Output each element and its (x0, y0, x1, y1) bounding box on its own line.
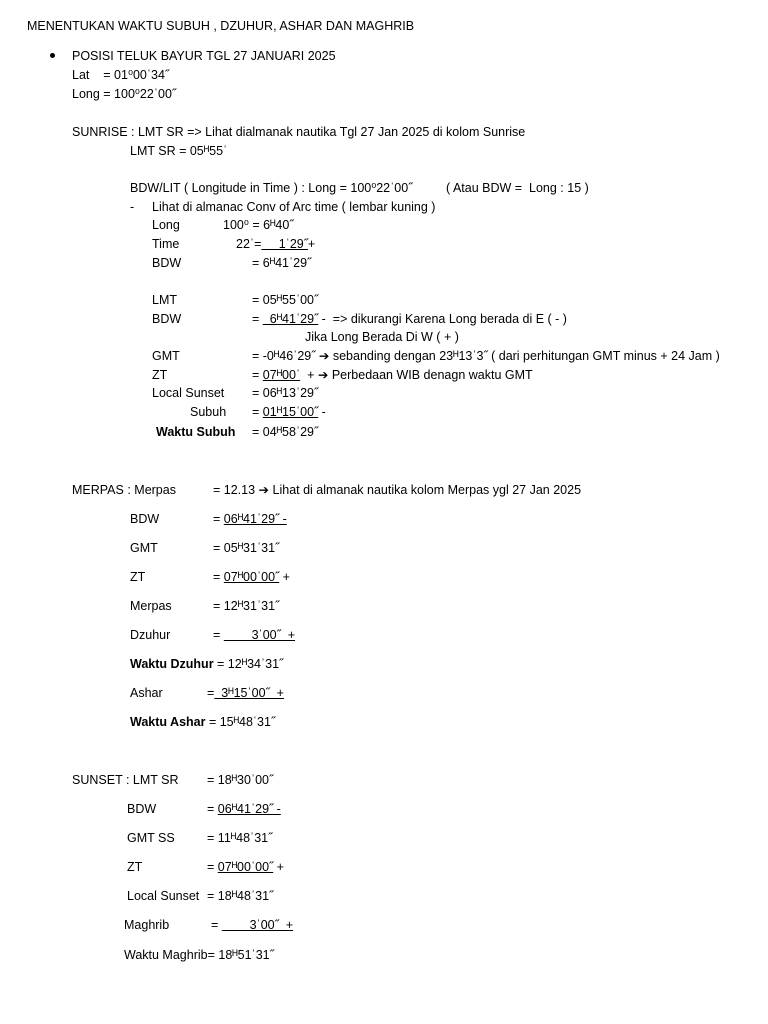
time-value-row (236, 236, 315, 252)
latitude: Lat = 01⁰00ˈ34˝ (72, 68, 170, 82)
merpas-label: MERPAS : Merpas (72, 483, 176, 497)
merpas-bdw-value: 06ᴴ41ˈ29˝ - (223, 512, 287, 526)
document-title: MENENTUKAN WAKTU SUBUH , DZUHUR, ASHAR DAN MAGHRIB (27, 19, 415, 33)
merpas-zt-suffix: + (279, 570, 290, 584)
sunset-zt-suffix: + (273, 860, 284, 874)
bdw-value: = 6ᴴ41ˈ29˝ (252, 256, 312, 270)
subuh-minus: - (318, 405, 326, 419)
dzuhur-row (213, 627, 295, 643)
waktu-subuh-label: Waktu Subuh (156, 425, 236, 439)
merpas-merpas-row (213, 598, 279, 614)
merpas-value: = 12.13 (213, 483, 256, 497)
bdw2-value: 6ᴴ41ˈ29˝ (262, 312, 319, 326)
subuh-label: Subuh (190, 405, 227, 419)
long-label: Long (152, 218, 180, 232)
maghrib-row (211, 917, 293, 933)
bdw-alternative: ( Atau BDW = Long : 15 ) (446, 181, 589, 195)
subuh-value: 01ᴴ15ˈ00˝ (262, 405, 319, 419)
merpas-merpas-value: 12ᴴ31ˈ31˝ (223, 599, 280, 613)
merpas-zt-value: 07ᴴ00ˈ00˝ (223, 570, 280, 584)
maghrib-eq: = (211, 918, 219, 932)
local-sunset-value: = 06ᴴ13ˈ29˝ (252, 386, 319, 400)
sunset-bdw-label: BDW (127, 802, 157, 816)
time-value: 1ˈ29˝ (261, 237, 308, 251)
arrow-right-icon: ➔ (317, 368, 329, 382)
zt-plus: + (300, 368, 315, 382)
sunset-local-label: Local Sunset (127, 889, 200, 903)
lmt-sr: LMT SR = 05ᴴ55ˈ (130, 144, 228, 158)
ashar-label: Ashar (130, 686, 163, 700)
sunset-gmt-value: 11ᴴ48ˈ31˝ (217, 831, 273, 845)
sunset-gmt-eq: = (207, 831, 215, 845)
gmt-label: GMT (152, 349, 180, 363)
merpas-zt-eq: = (213, 570, 221, 584)
sunset-value: = 18ᴴ30ˈ00˝ (207, 773, 274, 787)
sunset-gmt-label: GMT SS (127, 831, 175, 845)
ashar-row (207, 685, 284, 701)
sunrise-heading: SUNRISE : LMT SR => Lihat dialmanak nautika Tgl 27 Jan 2025 di kolom Sunrise (72, 125, 526, 139)
lmt-value: = 05ᴴ55ˈ00˝ (252, 293, 319, 307)
lmt-label: LMT (152, 293, 177, 307)
sunset-local-row (207, 888, 273, 904)
bdw-title: BDW/LIT ( Longitude in Time ) : Long = 100⁰22ˈ00˝ (130, 181, 413, 195)
merpas-note: Lihat di almanak nautika kolom Merpas ygl 27 Jan 2025 (272, 483, 582, 497)
waktu-dzuhur-label: Waktu Dzuhur (130, 657, 214, 671)
waktu-ashar-label: Waktu Ashar (130, 715, 206, 729)
time-label: Time (152, 237, 180, 251)
almanac-note: Lihat di almanac Conv of Arc time ( lembar kuning ) (152, 200, 436, 214)
arrow-right-icon: ➔ (318, 349, 330, 363)
waktu-ashar-row (130, 714, 275, 730)
bullet-icon (50, 53, 55, 58)
zt-value: 07ᴴ00ˈ (262, 368, 301, 382)
merpas-merpas-label: Merpas (130, 599, 172, 613)
dash-marker: - (130, 200, 135, 214)
merpas-gmt-label: GMT (130, 541, 158, 555)
sunset-zt-row (207, 859, 284, 875)
gmt-value: = -0ᴴ46ˈ29˝ (252, 349, 316, 363)
merpas-gmt-eq: = (213, 541, 221, 555)
dzuhur-value: 3ˈ00˝ + (223, 628, 296, 642)
sunset-gmt-row (207, 830, 272, 846)
merpas-bdw-label: BDW (130, 512, 160, 526)
waktu-dzuhur-row (130, 656, 283, 672)
merpas-bdw-row (213, 511, 287, 527)
waktu-ashar-value: = 15ᴴ48ˈ31˝ (205, 715, 276, 729)
waktu-dzuhur-value: = 12ᴴ34ˈ31˝ (213, 657, 284, 671)
ashar-value: 3ᴴ15ˈ00˝ + (214, 686, 284, 700)
bdw2-eq: = (252, 312, 260, 326)
local-sunset-label: Local Sunset (152, 386, 225, 400)
dzuhur-label: Dzuhur (130, 628, 171, 642)
zt-eq: = (252, 368, 260, 382)
time-prefix: 22ˈ= (236, 237, 262, 251)
waktu-subuh-value: = 04ᴴ58ˈ29˝ (252, 425, 319, 439)
sunset-bdw-value: 06ᴴ41ˈ29˝ - (217, 802, 281, 816)
merpas-zt-label: ZT (130, 570, 146, 584)
sunset-bdw-eq: = (207, 802, 215, 816)
merpas-row (213, 482, 581, 498)
longitude: Long = 100⁰22ˈ00˝ (72, 87, 177, 101)
bdw2-note2: Jika Long Berada Di W ( + ) (305, 330, 459, 344)
gmt-row (252, 348, 720, 364)
zt-label: ZT (152, 368, 168, 382)
merpas-zt-row (213, 569, 290, 585)
subuh-row (252, 404, 326, 420)
merpas-gmt-value: 05ᴴ31ˈ31˝ (223, 541, 280, 555)
sunset-bdw-row (207, 801, 281, 817)
maghrib-value: 3ˈ00˝ + (221, 918, 294, 932)
gmt-note: sebanding dengan 23ᴴ13ˈ3˝ ( dari perhitungan GMT minus + 24 Jam ) (332, 349, 720, 363)
time-suffix: + (307, 237, 316, 251)
position-heading: POSISI TELUK BAYUR TGL 27 JANUARI 2025 (72, 49, 336, 63)
zt-note: Perbedaan WIB denagn waktu GMT (331, 368, 533, 382)
waktu-maghrib: Waktu Maghrib= 18ᴴ51ˈ31˝ (124, 948, 274, 962)
sunset-local-value: 18ᴴ48ˈ31˝ (217, 889, 274, 903)
maghrib-label: Maghrib (124, 918, 170, 932)
subuh-eq: = (252, 405, 260, 419)
ashar-eq: = (207, 686, 215, 700)
arrow-right-icon: ➔ (258, 483, 270, 497)
long-value: 100⁰ = 6ᴴ40˝ (223, 218, 294, 232)
bdw2-note: - => dikurangi Karena Long berada di E ( - ) (318, 312, 567, 326)
sunset-zt-eq: = (207, 860, 215, 874)
bdw-label: BDW (152, 256, 182, 270)
bdw2-row (252, 311, 567, 327)
bdw2-label: BDW (152, 312, 182, 326)
dzuhur-eq: = (213, 628, 221, 642)
zt-row (252, 367, 533, 383)
sunset-zt-value: 07ᴴ00ˈ00˝ (217, 860, 274, 874)
sunset-local-eq: = (207, 889, 215, 903)
merpas-bdw-eq: = (213, 512, 221, 526)
merpas-merpas-eq: = (213, 599, 221, 613)
merpas-gmt-row (213, 540, 279, 556)
sunset-label: SUNSET : LMT SR (72, 773, 179, 787)
sunset-zt-label: ZT (127, 860, 143, 874)
